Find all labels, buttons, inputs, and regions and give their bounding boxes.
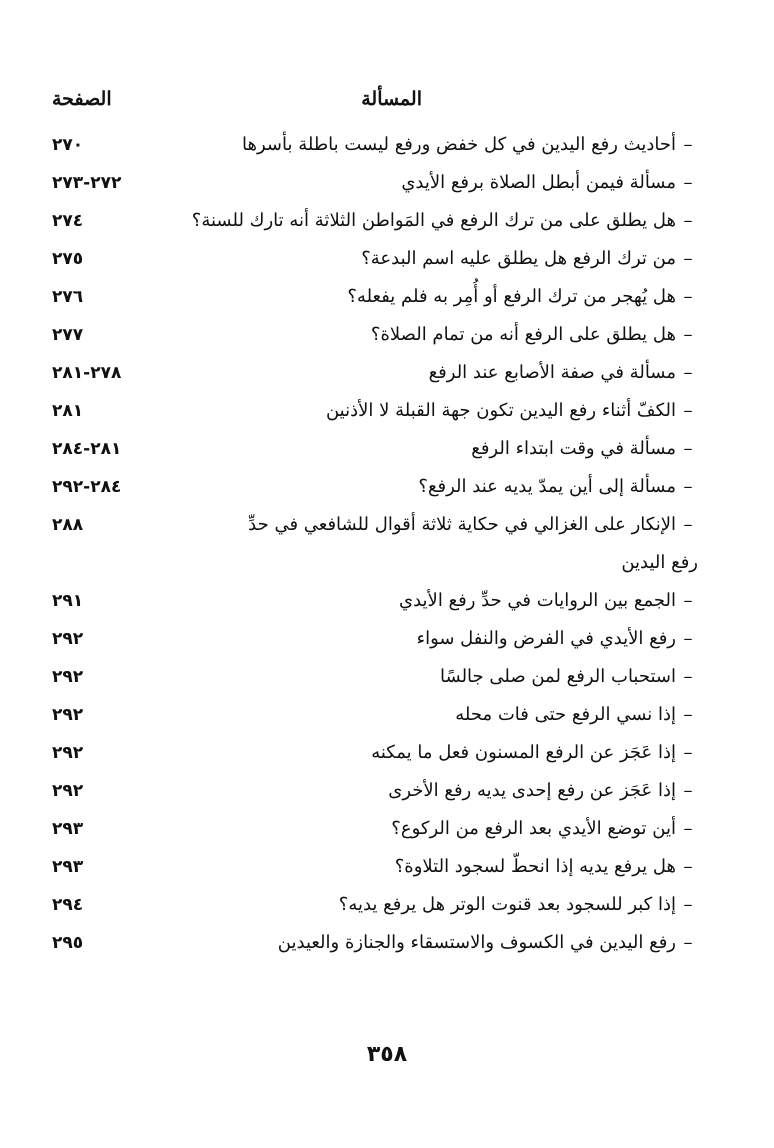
- entry-title: الجمع بين الروايات في حدِّ رفع الأيدي: [399, 590, 676, 611]
- entry-page: ٢٧٨-٢٨١: [52, 363, 122, 383]
- index-entry: [52, 924, 698, 962]
- index-entry: [52, 468, 698, 506]
- index-entry: [52, 582, 698, 620]
- entry-page: ٢٧٢-٢٧٣: [52, 173, 122, 193]
- entry-dash: –: [683, 514, 693, 535]
- page-number: ٣٥٨: [366, 1042, 408, 1067]
- index-entry: [52, 886, 698, 924]
- entry-title: إذا عَجَز عن رفع إحدى يديه رفع الأخرى: [388, 780, 676, 801]
- index-entry: [52, 126, 698, 164]
- index-entry: [52, 354, 698, 392]
- index-entry: [52, 810, 698, 848]
- entry-title: مسألة فيمن أبطل الصلاة برفع الأيدي: [401, 172, 676, 193]
- index-entry: [52, 430, 698, 468]
- entry-dash: –: [683, 628, 693, 649]
- index-entry: [52, 734, 698, 772]
- entry-dash: –: [683, 438, 693, 459]
- entry-title-line: الإنكار على الغزالي في حكاية ثلاثة أقوال للشافعي في حدِّ: [248, 514, 676, 535]
- entry-dash: –: [683, 476, 693, 497]
- entry-title: هل يطلق على الرفع أنه من تمام الصلاة؟: [370, 324, 676, 345]
- entry-title: أين توضع الأيدي بعد الرفع من الركوع؟: [391, 818, 676, 839]
- entry-title: هل يطلق على من ترك الرفع في المَواطن الثلاثة أنه تارك للسنة؟: [191, 210, 676, 231]
- entry-title: مسألة إلى أين يمدّ يديه عند الرفع؟: [418, 476, 676, 497]
- entry-page: ٢٧٠: [52, 135, 84, 155]
- entry-dash: –: [683, 932, 693, 953]
- page-column-heading: الصفحة: [52, 88, 112, 110]
- table-header: [52, 88, 698, 118]
- index-entry: [52, 696, 698, 734]
- index-entry: [52, 506, 698, 582]
- entry-page: ٢٩٢: [52, 629, 84, 649]
- entry-page: ٢٨٤-٢٩٢: [52, 477, 122, 497]
- entry-page: ٢٩٤: [52, 895, 84, 915]
- entry-dash: –: [683, 248, 693, 269]
- entry-title: أحاديث رفع اليدين في كل خفض ورفع ليست باطلة بأسرها: [242, 134, 676, 155]
- entry-dash: –: [683, 286, 693, 307]
- entry-page: ٢٨٨: [52, 515, 84, 535]
- entry-title: هل يرفع يديه إذا انحطّ لسجود التلاوة؟: [394, 856, 676, 877]
- entry-dash: –: [683, 324, 693, 345]
- entry-title: من ترك الرفع هل يطلق عليه اسم البدعة؟: [361, 248, 676, 269]
- entry-title-continuation: رفع اليدين: [621, 552, 698, 573]
- index-entry: [52, 278, 698, 316]
- entry-page: ٢٨١: [52, 401, 84, 421]
- entry-title: رفع الأيدي في الفرض والنفل سواء: [416, 628, 676, 649]
- entry-title: استحباب الرفع لمن صلى جالسًا: [440, 666, 676, 687]
- entry-dash: –: [683, 818, 693, 839]
- entry-title: إذا عَجَز عن الرفع المسنون فعل ما يمكنه: [371, 742, 676, 763]
- entry-dash: –: [683, 172, 693, 193]
- entry-dash: –: [683, 400, 693, 421]
- entry-dash: –: [683, 780, 693, 801]
- entry-title: إذا نسي الرفع حتى فات محله: [455, 704, 676, 725]
- entry-page: ٢٨١-٢٨٤: [52, 439, 122, 459]
- index-entry: [52, 620, 698, 658]
- entry-dash: –: [683, 704, 693, 725]
- entry-page: ٢٩٢: [52, 781, 84, 801]
- index-entries: [52, 126, 698, 962]
- entry-page: ٢٩٥: [52, 933, 84, 953]
- index-entry: [52, 316, 698, 354]
- entry-title: الكفّ أثناء رفع اليدين تكون جهة القبلة لا الأذنين: [325, 400, 676, 421]
- index-entry: [52, 164, 698, 202]
- entry-page: ٢٧٧: [52, 325, 84, 345]
- index-entry: [52, 848, 698, 886]
- entry-dash: –: [683, 742, 693, 763]
- entry-page: ٢٧٥: [52, 249, 84, 269]
- index-entry: [52, 240, 698, 278]
- entry-dash: –: [683, 894, 693, 915]
- entry-title: هل يُهجر من ترك الرفع أو أُمِر به فلم يفعله؟: [347, 286, 676, 307]
- entry-title: [186, 506, 698, 582]
- entry-dash: –: [683, 856, 693, 877]
- entry-page: ٢٩٢: [52, 667, 84, 687]
- entry-title: إذا كبر للسجود بعد قنوت الوتر هل يرفع يديه؟: [338, 894, 676, 915]
- entry-title: مسألة في صفة الأصابع عند الرفع: [428, 362, 676, 383]
- entry-page: ٢٩١: [52, 591, 84, 611]
- index-entry: [52, 658, 698, 696]
- entry-page: ٢٧٦: [52, 287, 84, 307]
- entry-dash: –: [683, 590, 693, 611]
- index-entry: [52, 772, 698, 810]
- entry-title: مسألة في وقت ابتداء الرفع: [471, 438, 676, 459]
- entry-dash: –: [683, 134, 693, 155]
- issue-column-heading: المسألة: [361, 88, 422, 110]
- entry-page: ٢٧٤: [52, 211, 84, 231]
- entry-page: ٢٩٣: [52, 857, 84, 877]
- entry-page: ٢٩٢: [52, 705, 84, 725]
- entry-page: ٢٩٢: [52, 743, 84, 763]
- index-entry: [52, 202, 698, 240]
- index-entry: [52, 392, 698, 430]
- entry-page: ٢٩٣: [52, 819, 84, 839]
- entry-dash: –: [683, 362, 693, 383]
- entry-dash: –: [683, 666, 693, 687]
- entry-dash: –: [683, 210, 693, 231]
- entry-title: رفع اليدين في الكسوف والاستسقاء والجنازة والعيدين: [277, 932, 676, 953]
